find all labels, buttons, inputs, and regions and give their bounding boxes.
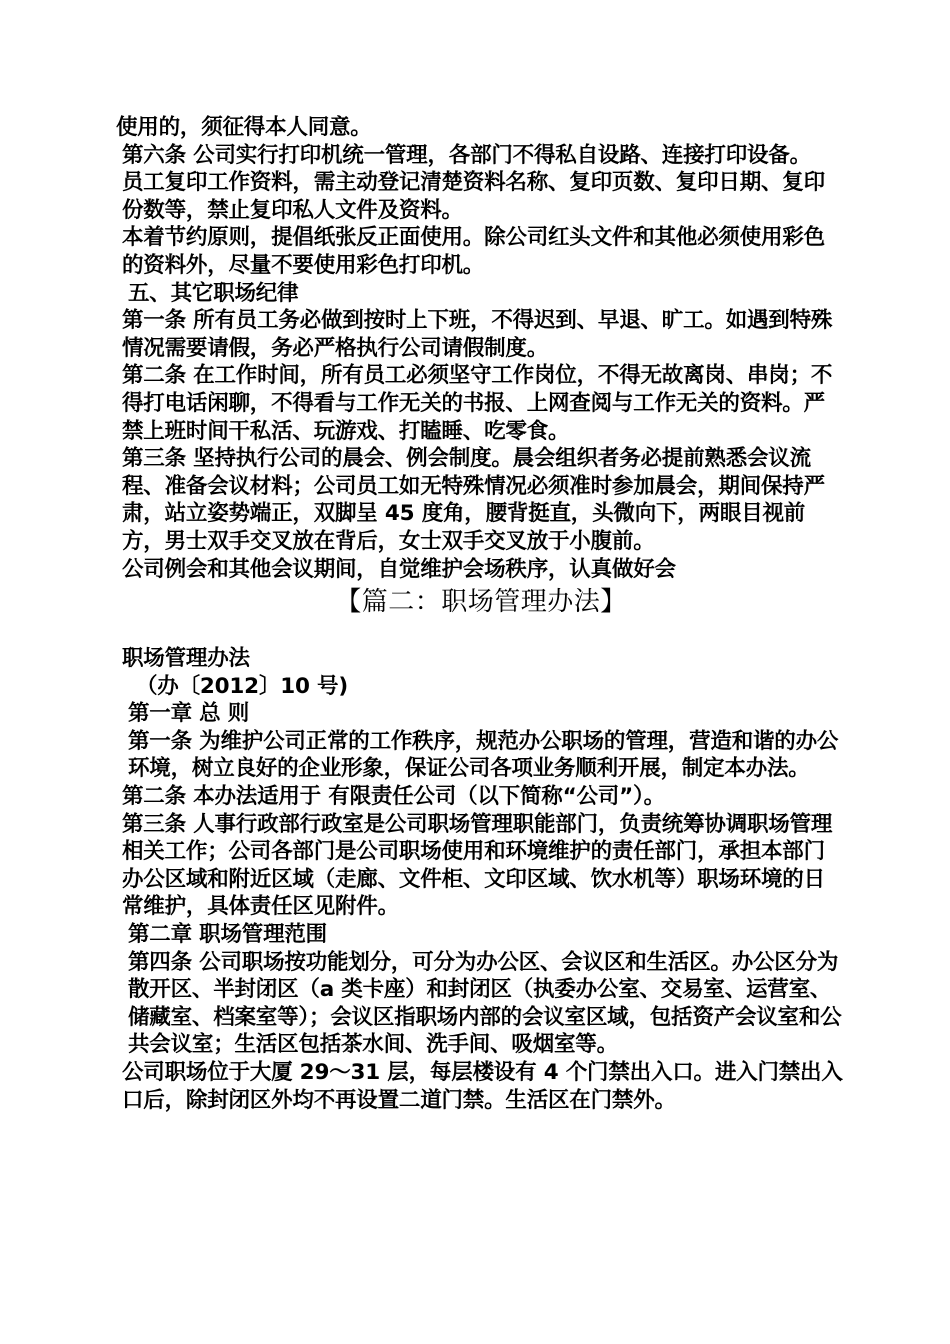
paragraph-article-3: 第三条 坚持执行公司的晨会、例会制度。晨会组织者务必提前熟悉会议流程、准备会议材料；公司员工如无特殊情况必须准时参加晨会，期间保持严肃，站立姿势端正，双脚呈 45 度角，腰背挺直，头微向下，两眼目视前方，男士双手交叉放在背后，女士双手交叉放于小腹前。 — [122, 446, 825, 554]
section-heading: 五、其它职场纪律 — [128, 280, 299, 306]
document-page — [116, 114, 846, 1114]
paragraph-article-1: 第一条 所有员工务必做到按时上下班，不得迟到、早退、旷工。如遇到特殊情况需要请假，务必严格执行公司请假制度。 — [122, 308, 833, 361]
paragraph-article-6: 第六条 公司实行打印机统一管理，各部门不得私自设路、连接打印设备。 — [122, 142, 811, 168]
document-number: （办〔2012〕10 号) — [136, 673, 348, 699]
paragraph: 公司职场位于大厦 29～31 层，每层楼设有 4 个门禁出入口。进入门禁出入口后，除封闭区外均不再设置二道门禁。生活区在门禁外。 — [122, 1060, 843, 1113]
paragraph-article-2: 第二条 本办法适用于 有限责任公司（以下简称“公司”）。 — [122, 784, 665, 810]
paragraph: 使用的，须征得本人同意。 — [116, 115, 372, 140]
paragraph-article-1: 第一条 为维护公司正常的工作秩序，规范办公职场的管理，营造和谐的办公环境，树立良好的企业形象，保证公司各项业务顺利开展，制定本办法。 — [128, 728, 839, 782]
paragraph: 员工复印工作资料，需主动登记清楚资料名称、复印页数、复印日期、复印份数等，禁止复印私人文件及资料。 — [122, 170, 825, 223]
document-title: 职场管理办法 — [122, 646, 250, 672]
part-heading: 【篇二：职场管理办法】 — [335, 587, 627, 618]
paragraph-article-4: 第四条 公司职场按功能划分，可分为办公区、会议区和生活区。办公区分为散开区、半封闭区（a 类卡座）和封闭区（执委办公室、交易室、运营室、储藏室、档案室等）；会议区指职场内部的会议室区域，包括资产会议室和公共会议室；生活区包括茶水间、洗手间、吸烟室等。 — [128, 949, 842, 1058]
chapter-heading: 第一章 总 则 — [128, 701, 250, 727]
paragraph: 公司例会和其他会议期间，自觉维护会场秩序，认真做好会 — [122, 556, 676, 582]
paragraph-article-3: 第三条 人事行政部行政室是公司职场管理职能部门，负责统筹协调职场管理相关工作；公司各部门是公司职场使用和环境维护的责任部门，承担本部门办公区域和附近区域（走廊、文件柜、文印区域、饮水机等）职场环境的日常维护，具体责任区见附件。 — [122, 811, 833, 920]
paragraph: 本着节约原则，提倡纸张反正面使用。除公司红头文件和其他必须使用彩色的资料外，尽量不要使用彩色打印机。 — [122, 225, 825, 278]
chapter-heading: 第二章 职场管理范围 — [128, 922, 327, 948]
paragraph-article-2: 第二条 在工作时间，所有员工必须坚守工作岗位，不得无故离岗、串岗；不得打电话闲聊，不得看与工作无关的书报、上网查阅与工作无关的资料。严禁上班时间干私活、玩游戏、打瞌睡、吃零食。 — [122, 363, 833, 444]
